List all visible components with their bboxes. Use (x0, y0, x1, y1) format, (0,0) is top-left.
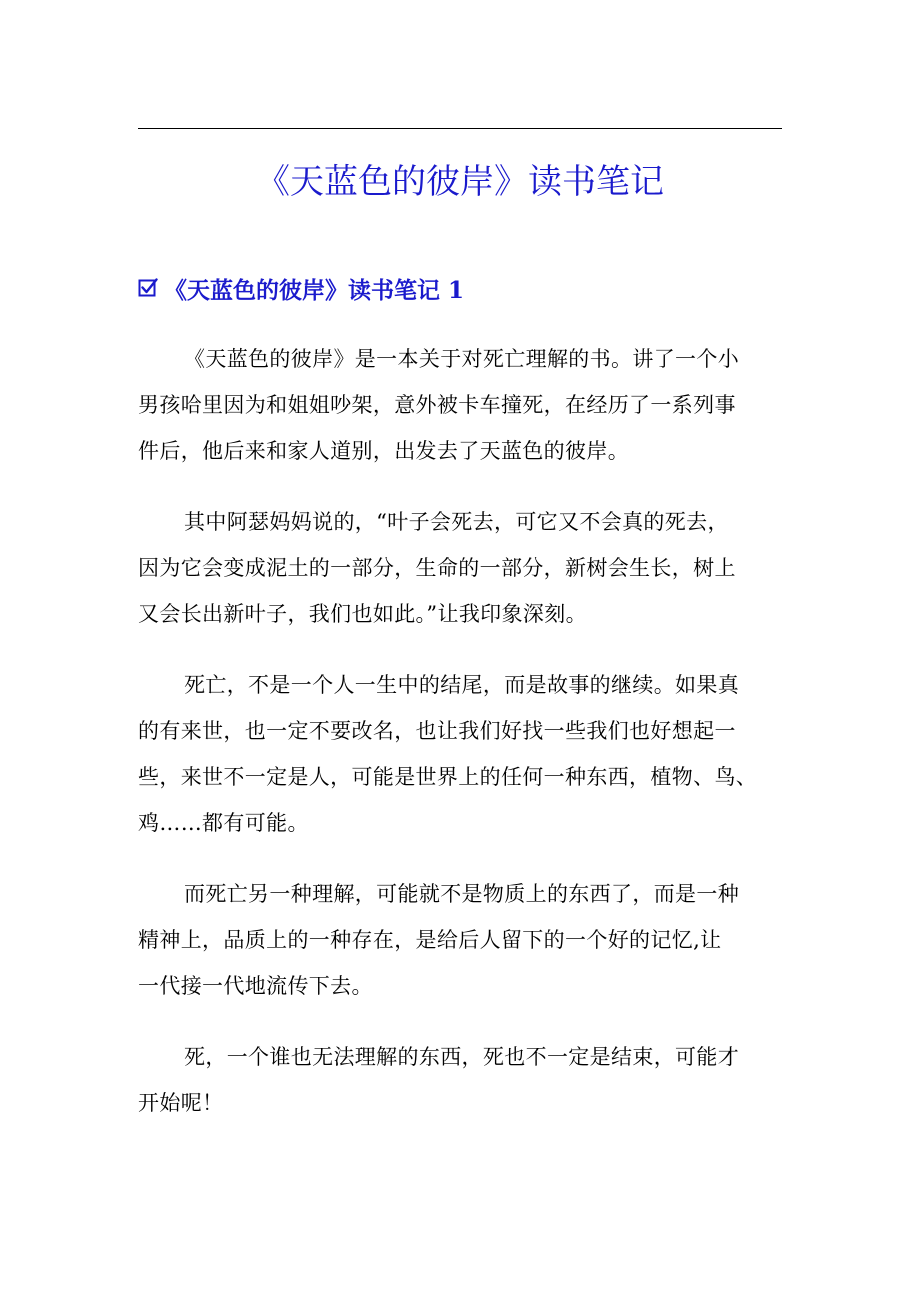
paragraph-line: 鸡……都有可能。 (138, 811, 309, 835)
paragraph-line: 些，来世不一定是人，可能是世界上的任何一种东西，植物、鸟、 (138, 765, 758, 789)
paragraph-line: 的有来世，也一定不要改名，也让我们好找一些我们也好想起一 (138, 719, 736, 743)
paragraph-4 (138, 871, 786, 1009)
paragraph-line: 开始呢！ (138, 1091, 224, 1115)
paragraph-line: 而死亡另一种理解，可能就不是物质上的东西了，而是一种 (184, 882, 740, 906)
paragraph-5 (138, 1034, 786, 1126)
paragraph-line: 又会长出新叶子，我们也如此。”让我印象深刻。 (138, 602, 587, 626)
paragraph-line: 一代接一代地流传下去。 (138, 974, 373, 998)
header-rule (138, 128, 782, 129)
paragraph-2 (138, 499, 786, 637)
section-heading-text: 《天蓝色的彼岸》读书笔记 1 (164, 276, 465, 304)
paragraph-line: 死亡，不是一个人一生中的结尾，而是故事的继续。如果真 (184, 673, 740, 697)
checkbox-checked-icon (138, 278, 158, 298)
document-title: 《天蓝色的彼岸》读书笔记 (256, 162, 664, 202)
paragraph-3 (138, 662, 786, 846)
paragraph-line: 男孩哈里因为和姐姐吵架，意外被卡车撞死，在经历了一系列事 (138, 393, 736, 417)
document-body (138, 336, 786, 1151)
section-heading (138, 270, 464, 306)
paragraph-line: 因为它会变成泥土的一部分，生命的一部分，新树会生长，树上 (138, 556, 736, 580)
paragraph-line: 其中阿瑟妈妈说的，“叶子会死去，可它又不会真的死去， (184, 510, 729, 534)
paragraph-1 (138, 336, 786, 474)
paragraph-line: 死，一个谁也无法理解的东西，死也不一定是结束，可能才 (184, 1045, 740, 1069)
paragraph-line: 精神上，品质上的一种存在，是给后人留下的一个好的记忆,让 (138, 928, 722, 952)
paragraph-line: 《天蓝色的彼岸》是一本关于对死亡理解的书。讲了一个小 (184, 347, 740, 371)
paragraph-line: 件后，他后来和家人道别，出发去了天蓝色的彼岸。 (138, 439, 630, 463)
